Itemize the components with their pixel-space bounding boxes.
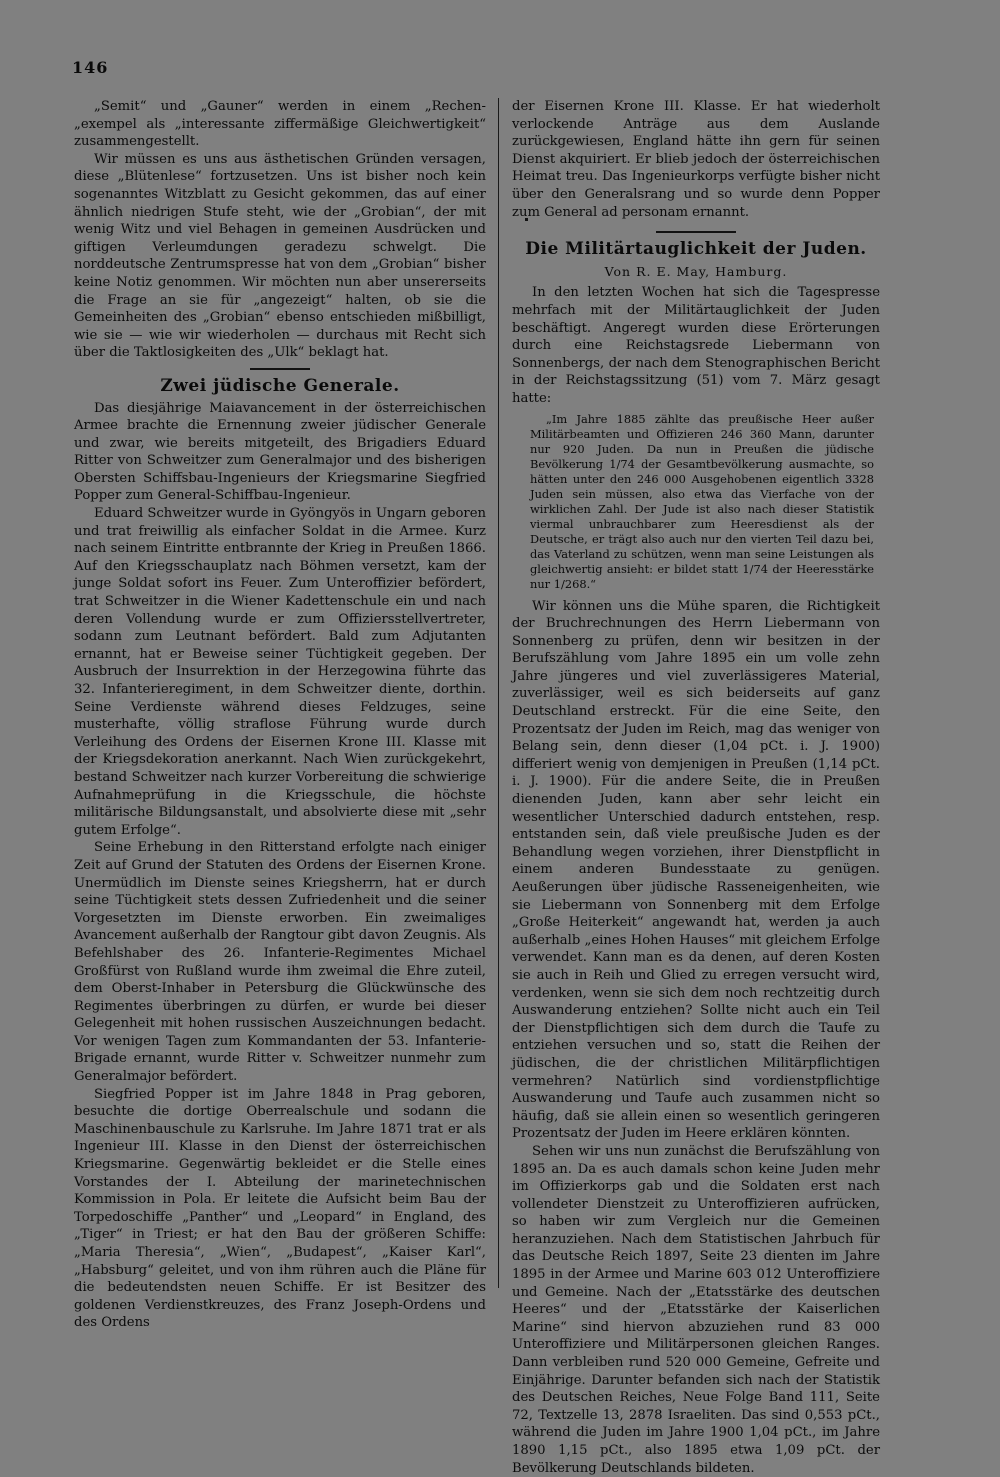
intro-paragraph-1: „Semit“ und „Gauner“ werden in einem „Rechen-„exempel als „interessante ziffermäßige Gleichwertigkeit“ zusammengestellt. xyxy=(74,99,486,150)
right-column xyxy=(512,98,880,1477)
reichstag-quote: „Im Jahre 1885 zählte das preußische Heer außer Militärbeamten und Offizieren 246 360 Mann, darunter nur 920 Juden. Da nun in Preußen die jüdische Bevölkerung 1/74 der Gesamtbevölkerung ausmachte, so hätten unter den 246 000 Ausgehobenen eigentlich 3328 Juden sein müssen, also etwa das Vierfache von der wirklichen Zahl. Der Jude ist also nach dieser Statistik viermal unbrauchbarer zum Heeresdienst als der Deutsche, er trägt also auch nur den vierten Teil dazu bei, das Vaterland zu schützen, wenn man seine Leistungen als gleichwertig ansieht: er bildet statt 1/74 der Heeresstärke nur 1/268.“ xyxy=(530,411,874,591)
intro-paragraph-2: Wir müssen es uns aus ästhetischen Gründen versagen, diese „Blütenlese“ fortzusetzen. Uns ist bisher noch kein sogenanntes Witzblatt zu Gesicht gekommen, das auf einer ähnlich niedrigen Stufe steht, wie der „Grobian“, der mit wenig Witz und viel Behagen in gemeinen Ausdrücken und giftigen Verleumdungen geradezu schwelgt. Die norddeutsche Zentrumspresse hat von dem „Grobian“ bisher keine Notiz genommen. Wir möchten nun aber unsererseits die Frage an sie für „angezeigt“ halten, ob sie die Gemeinheiten des „Grobian“ ebenso entschieden mißbilligt, wie sie — wie wir wiederholen — durchaus mit Recht sich über die Taktlosigkeiten des „Ulk“ beklagt hat. xyxy=(74,151,486,361)
article-paragraph-1: Das diesjährige Maiavancement in der österreichischen Armee brachte die Ernennung zweier jüdischer Generale und zwar, wie bereits mitgeteilt, des Brigadiers Eduard Ritter von Schweitzer zum Generalmajor und des bisherigen Obersten Schiffsbau-Ingenieurs der Kriegsmarine Siegfried Popper zum General-Schiffbau-Ingenieur. xyxy=(74,400,486,504)
byline: Von R. E. May, Hamburg. xyxy=(604,263,788,279)
continuation-paragraph: der Eisernen Krone III. Klasse. Er hat wiederholt verlockende Anträge aus dem Auslande zurückgewiesen, England hätte ihn gern für seinen Dienst akquiriert. Er blieb jedoch der österreichischen Heimat treu. Das Ingenieurkorps verfügte bisher nicht über den Generalsrang und so wurde denn Popper zum General ad personam ernannt. xyxy=(512,99,880,220)
column-divider xyxy=(498,98,499,1288)
lead-paragraph: In den letzten Wochen hat sich die Tagespresse mehrfach mit der Militärtauglichkeit der Juden beschäftigt. Angeregt wurden diese Erörterungen durch eine Reichstagsrede Liebermann von Sonnenbergs, der nach dem Stenographischen Bericht in der Reichstagssitzung (51) vom 7. März gesagt hatte: xyxy=(512,285,880,406)
section-separator xyxy=(250,368,310,370)
page-number: 146 xyxy=(72,58,109,77)
article-paragraph-4: Siegfried Popper ist im Jahre 1848 in Prag geboren, besuchte die dortige Oberrealschule und sodann die Maschinenbauschule zu Karlsruhe. Im Jahre 1871 trat er als Ingenieur III. Klasse in den Dienst der österreichischen Kriegsmarine. Gegenwärtig bekleidet er die Stelle eines Vorstandes der I. Abteilung der marinetechnischen Kommission in Pola. Er leitete die Aufsicht beim Bau der Torpedoschiffe „Panther“ und „Leopard“ in England, des „Tiger“ in Triest; er hat den Bau der größeren Schiffe: „Maria Theresia“, „Wien“, „Budapest“, „Kaiser Karl“, „Habsburg“ geleitet, und von ihm rühren auch die Pläne für die bedeutendsten neuen Schiffe. Er ist Besitzer des goldenen Verdienstkreuzes, des Franz Joseph-Ordens und des Ordens xyxy=(74,1086,486,1331)
analysis-paragraph-1: Wir können uns die Mühe sparen, die Richtigkeit der Bruchrechnungen des Herrn Liebermann von Sonnenberg zu prüfen, denn wir besitzen in der Berufszählung vom Jahre 1895 ein um volle zehn Jahre jüngeres und viel zuverlässigeres Material, zuverlässiger, weil es sich beiderseits auf ganz Deutschland erstreckt. Für die eine Seite, den Prozentsatz der Juden im Reich, mag das weniger von Belang sein, denn dieser (1,04 pCt. i. J. 1900) differiert wenig von demjenigen in Preußen (1,14 pCt. i. J. 1900). Für die andere Seite, die in Preußen dienenden Juden, kann aber sehr leicht ein wesentlicher Unterschied dadurch entstehen, resp. entstanden sein, daß viele preußische Juden es der Behandlung wegen vorziehen, ihrer Dienstpflicht in einem anderen Bundesstaate zu genügen. Aeußerungen über jüdische Rasseneigenheiten, wie sie Liebermann von Sonnenberg mit dem Erfolge „Große Heiterkeit“ angewandt hat, werden ja auch außerhalb „eines Hohen Hauses“ mit gleichem Erfolge verwendet. Kann man es da denen, auf deren Kosten sie auch in Reih und Glied zu erregen versucht wird, verdenken, wenn sie sich dem noch rechtzeitig durch Auswanderung entziehen? Sollte nicht auch ein Teil der Dienstpflichtigen sich dem durch die Taufe zu entziehen versuchen und so, statt die Reihen der jüdischen, die der christlichen Militärpflichtigen vermehren? Natürlich sind vordienstpflichtige Auswanderung und Taufe auch zusammen nicht so häufig, daß sie allein einen so wesentlich geringeren Prozentsatz der Juden im Heere erklären könnten. xyxy=(512,598,880,1142)
article-paragraph-2: Eduard Schweitzer wurde in Gyöngyös in Ungarn geboren und trat freiwillig als einfacher Soldat in die Armee. Kurz nach seinem Eintritte entbrannte der Krieg in Preußen 1866. Auf den Kriegsschauplatz nach Böhmen versetzt, kam der junge Soldat sofort ins Feuer. Zum Unteroffizier befördert, trat Schweitzer in die Wiener Kadettenschule ein und nach deren Vollendung wurde er zum Offiziersstellvertreter, sodann zum Leutnant befördert. Bald zum Adjutanten ernannt, hat er Beweise seiner Tüchtigkeit gegeben. Der Ausbruch der Insurrektion in der Herzegowina führte das 32. Infanterieregiment, in dem Schweitzer diente, dorthin. Seine Verdienste während dieses Feldzuges, seine musterhafte, völlig straflose Führung wurde durch Verleihung des Ordens der Eisernen Krone III. Klasse mit der Kriegsdekoration anerkannt. Nach Wien zurückgekehrt, bestand Schweitzer nach kurzer Vorbereitung die schwierige Aufnahmeprüfung in die Kriegsschule, die höchste militärische Bildungsanstalt, und absolvierte diese mit „sehr gutem Erfolge“. xyxy=(74,506,486,838)
section-title-militaertauglichkeit: Die Militärtauglichkeit der Juden. xyxy=(525,239,867,260)
section-title-generale: Zwei jüdische Generale. xyxy=(160,375,400,396)
section-separator xyxy=(656,231,736,233)
left-column xyxy=(74,98,486,1332)
analysis-paragraph-2: Sehen wir uns nun zunächst die Berufszählung von 1895 an. Da es auch damals schon keine Juden mehr im Offizierkorps gab und die Soldaten erst nach vollendeter Dienstzeit zu Unteroffizieren aufrücken, so haben wir zum Vergleich nur die Gemeinen heranzuziehen. Nach dem Statistischen Jahrbuch für das Deutsche Reich 1897, Seite 23 dienten im Jahre 1895 in der Armee und Marine 603 012 Unteroffiziere und Gemeine. Nach der „Etatsstärke des deutschen Heeres“ und der „Etatsstärke der Kaiserlichen Marine“ sind hiervon abzuziehen rund 83 000 Unteroffiziere und Militärpersonen gleichen Ranges. Dann verbleiben rund 520 000 Gemeine, Gefreite und Einjährige. Darunter befanden sich nach der Statistik des Deutschen Reiches, Neue Folge Band 111, Seite 72, Textzelle 13, 2878 Israeliten. Das sind 0,553 pCt., während die Juden im Jahre 1900 1,04 pCt., im Jahre 1890 1,15 pCt., also 1895 etwa 1,09 pCt. der Bevölkerung Deutschlands bildeten. xyxy=(512,1143,880,1476)
article-paragraph-3: Seine Erhebung in den Ritterstand erfolgte nach einiger Zeit auf Grund der Statuten des Ordens der Eisernen Krone. Unermüdlich im Dienste seines Kriegsherrn, hat er durch seine Tüchtigkeit stets dessen Zufriedenheit und die seiner Vorgesetzten im Dienste erworben. Ein zweimaliges Avancement außerhalb der Rangtour gibt davon Zeugnis. Als Befehlshaber des 26. Infanterie-Regimentes Michael Großfürst von Rußland wurde ihm zweimal die Ehre zuteil, dem Oberst-Inhaber in Petersburg die Glückwünsche des Regimentes überbringen zu dürfen, er wurde bei dieser Gelegenheit mit hohen russischen Auszeichnungen bedacht. Vor wenigen Tagen zum Kommandanten der 53. Infanterie-Brigade ernannt, wurde Ritter v. Schweitzer nunmehr zum Generalmajor befördert. xyxy=(74,840,486,1085)
